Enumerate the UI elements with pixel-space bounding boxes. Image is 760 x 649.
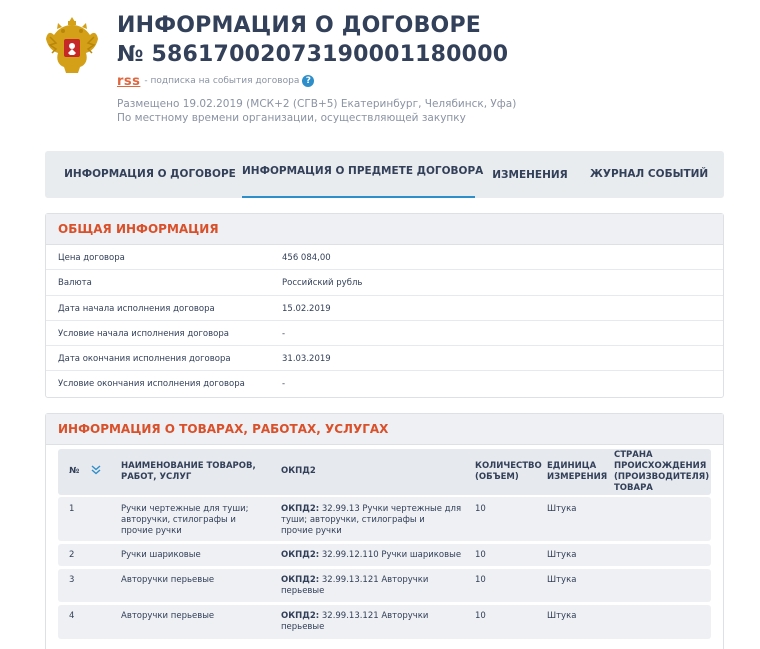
column-header-okpd: ОКПД2 <box>281 466 316 476</box>
info-value: - <box>282 328 286 339</box>
table-row <box>58 605 711 639</box>
contract-number: № 58617002073190001180000 <box>117 42 509 67</box>
item-quantity: 10 <box>475 504 486 514</box>
info-label: Условие начала исполнения договора <box>58 328 229 339</box>
item-okpd: ОКПД2: 32.99.13.121 Авторучки перьевые <box>281 575 429 596</box>
item-quantity: 10 <box>475 550 486 560</box>
item-name: Ручки шариковые <box>121 550 201 560</box>
table-row <box>58 544 711 566</box>
info-value: 456 084,00 <box>282 253 331 263</box>
tab-contract-subject[interactable]: ИНФОРМАЦИЯ О ПРЕДМЕТЕ ДОГОВОРА <box>242 151 475 198</box>
subscription-text: - подписка на события договора <box>144 76 300 86</box>
item-unit: Штука <box>547 550 577 560</box>
column-header-quantity: КОЛИЧЕСТВО (ОБЪЕМ) <box>475 461 542 482</box>
info-row-end-date <box>46 346 723 371</box>
row-number: 1 <box>69 504 75 514</box>
info-value: 31.03.2019 <box>282 354 331 365</box>
tab-changes[interactable]: ИЗМЕНЕНИЯ <box>492 169 568 181</box>
item-okpd: ОКПД2: 32.99.13 Ручки чертежные для туши; авторучки, стилографы и прочие ручки <box>281 504 462 536</box>
info-list <box>46 245 723 397</box>
info-label: Дата окончания исполнения договора <box>58 354 231 365</box>
tab-contract-info[interactable]: ИНФОРМАЦИЯ О ДОГОВОРЕ <box>64 168 236 180</box>
help-icon[interactable]: ? <box>302 75 314 87</box>
section-title: ИНФОРМАЦИЯ О ТОВАРАХ, РАБОТАХ, УСЛУГАХ <box>46 414 723 445</box>
item-name: Авторучки перьевые <box>121 575 215 585</box>
chevron-down-icon[interactable] <box>91 465 101 475</box>
info-row-price <box>46 245 723 270</box>
info-row-end-condition <box>46 371 723 396</box>
item-name: Авторучки перьевые <box>121 611 215 621</box>
info-label: Валюта <box>58 278 92 289</box>
timezone-note: По местному времени организации, осуществляющей закупку <box>117 112 466 124</box>
page-title: ИНФОРМАЦИЯ О ДОГОВОРЕ <box>117 13 482 38</box>
table-row <box>58 497 711 541</box>
item-okpd: ОКПД2: 32.99.13.121 Авторучки перьевые <box>281 611 429 632</box>
subscription-row <box>117 72 314 90</box>
column-header-country: СТРАНА ПРОИСХОЖДЕНИЯ (ПРОИЗВОДИТЕЛЯ) ТОВАРА <box>614 450 710 493</box>
info-value: - <box>282 379 286 390</box>
row-number: 3 <box>69 575 75 585</box>
info-label: Условие окончания исполнения договора <box>58 379 245 390</box>
info-row-start-condition <box>46 321 723 346</box>
info-row-start-date <box>46 296 723 321</box>
posted-date: Размещено 19.02.2019 (МСК+2 (СГВ+5) Екатеринбург, Челябинск, Уфа) <box>117 98 517 110</box>
russian-coat-of-arms-icon <box>44 13 100 77</box>
item-okpd: ОКПД2: 32.99.12.110 Ручки шариковые <box>281 550 462 560</box>
info-row-currency <box>46 270 723 295</box>
item-unit: Штука <box>547 575 577 585</box>
tab-bar <box>45 151 724 198</box>
column-header-name: НАИМЕНОВАНИЕ ТОВАРОВ, РАБОТ, УСЛУГ <box>121 461 256 482</box>
tab-event-log[interactable]: ЖУРНАЛ СОБЫТИЙ <box>590 168 709 180</box>
row-number: 2 <box>69 550 75 560</box>
info-value: Российский рубль <box>282 278 363 289</box>
column-header-number: № <box>69 466 80 476</box>
item-quantity: 10 <box>475 611 486 621</box>
table-row <box>58 569 711 602</box>
section-title: ОБЩАЯ ИНФОРМАЦИЯ <box>46 214 723 245</box>
item-name: Ручки чертежные для туши; авторучки, стилографы и прочие ручки <box>121 504 249 536</box>
info-label: Цена договора <box>58 253 125 263</box>
info-value: 15.02.2019 <box>282 303 331 314</box>
goods-table-header <box>58 449 711 495</box>
row-number: 4 <box>69 611 75 621</box>
column-header-unit: ЕДИНИЦА ИЗМЕРЕНИЯ <box>547 461 608 482</box>
item-quantity: 10 <box>475 575 486 585</box>
info-label: Дата начала исполнения договора <box>58 303 215 314</box>
item-unit: Штука <box>547 611 577 621</box>
rss-link[interactable]: rss <box>117 73 141 89</box>
general-info-section <box>45 213 724 398</box>
item-unit: Штука <box>547 504 577 514</box>
